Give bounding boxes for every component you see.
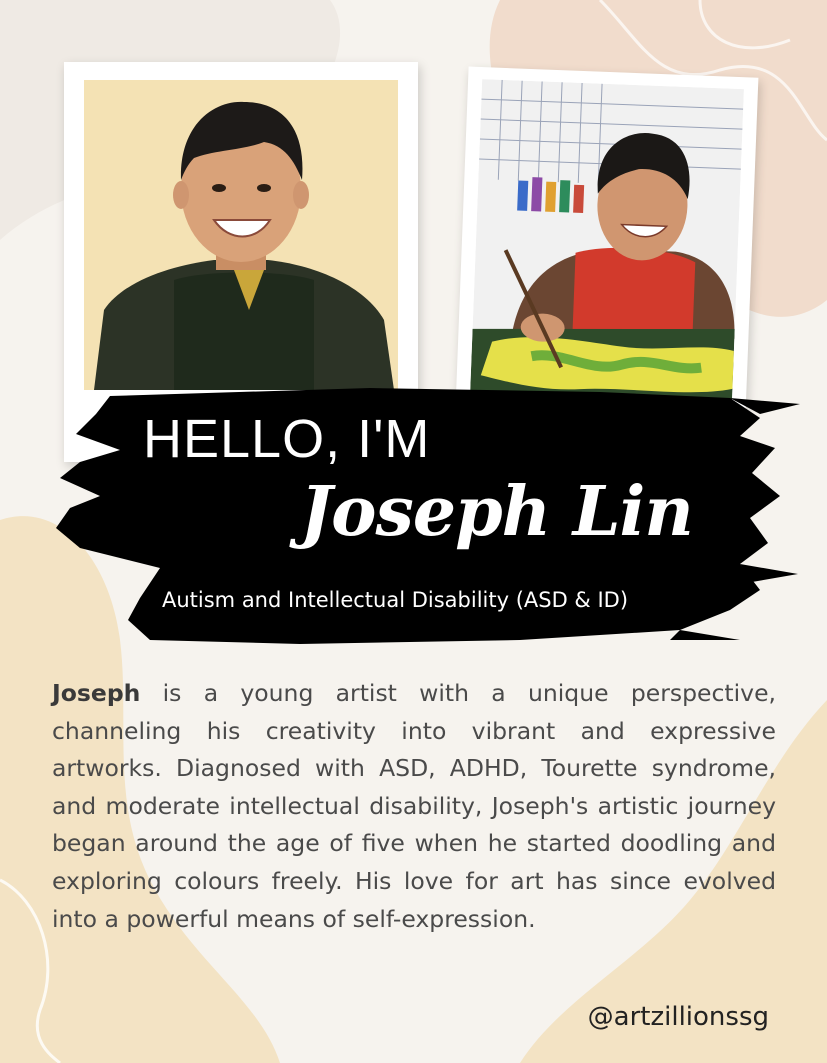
- greeting-heading: HELLO, I'M: [143, 409, 431, 469]
- artist-name: Joseph Lin: [300, 472, 693, 552]
- bio-lead-name: Joseph: [52, 679, 141, 707]
- portrait-photo: [84, 80, 398, 390]
- social-handle: @artzillionssg: [587, 1002, 769, 1032]
- bio-text: is a young artist with a unique perspective, channeling his creativity into vibrant and expressive artworks. Diagnosed with ASD, ADHD, Tourette syndrome, and moderate intellectual disability, Joseph's artistic journey began around the age of five when he started doodling and exploring colours freely. His love for art has since evolved into a powerful means of self-expression.: [52, 679, 776, 933]
- artist-bio: [52, 675, 776, 938]
- painting-photo-frame: [456, 67, 759, 418]
- painting-photo: [470, 79, 744, 405]
- diagnosis-subtitle: Autism and Intellectual Disability (ASD & ID): [162, 588, 629, 612]
